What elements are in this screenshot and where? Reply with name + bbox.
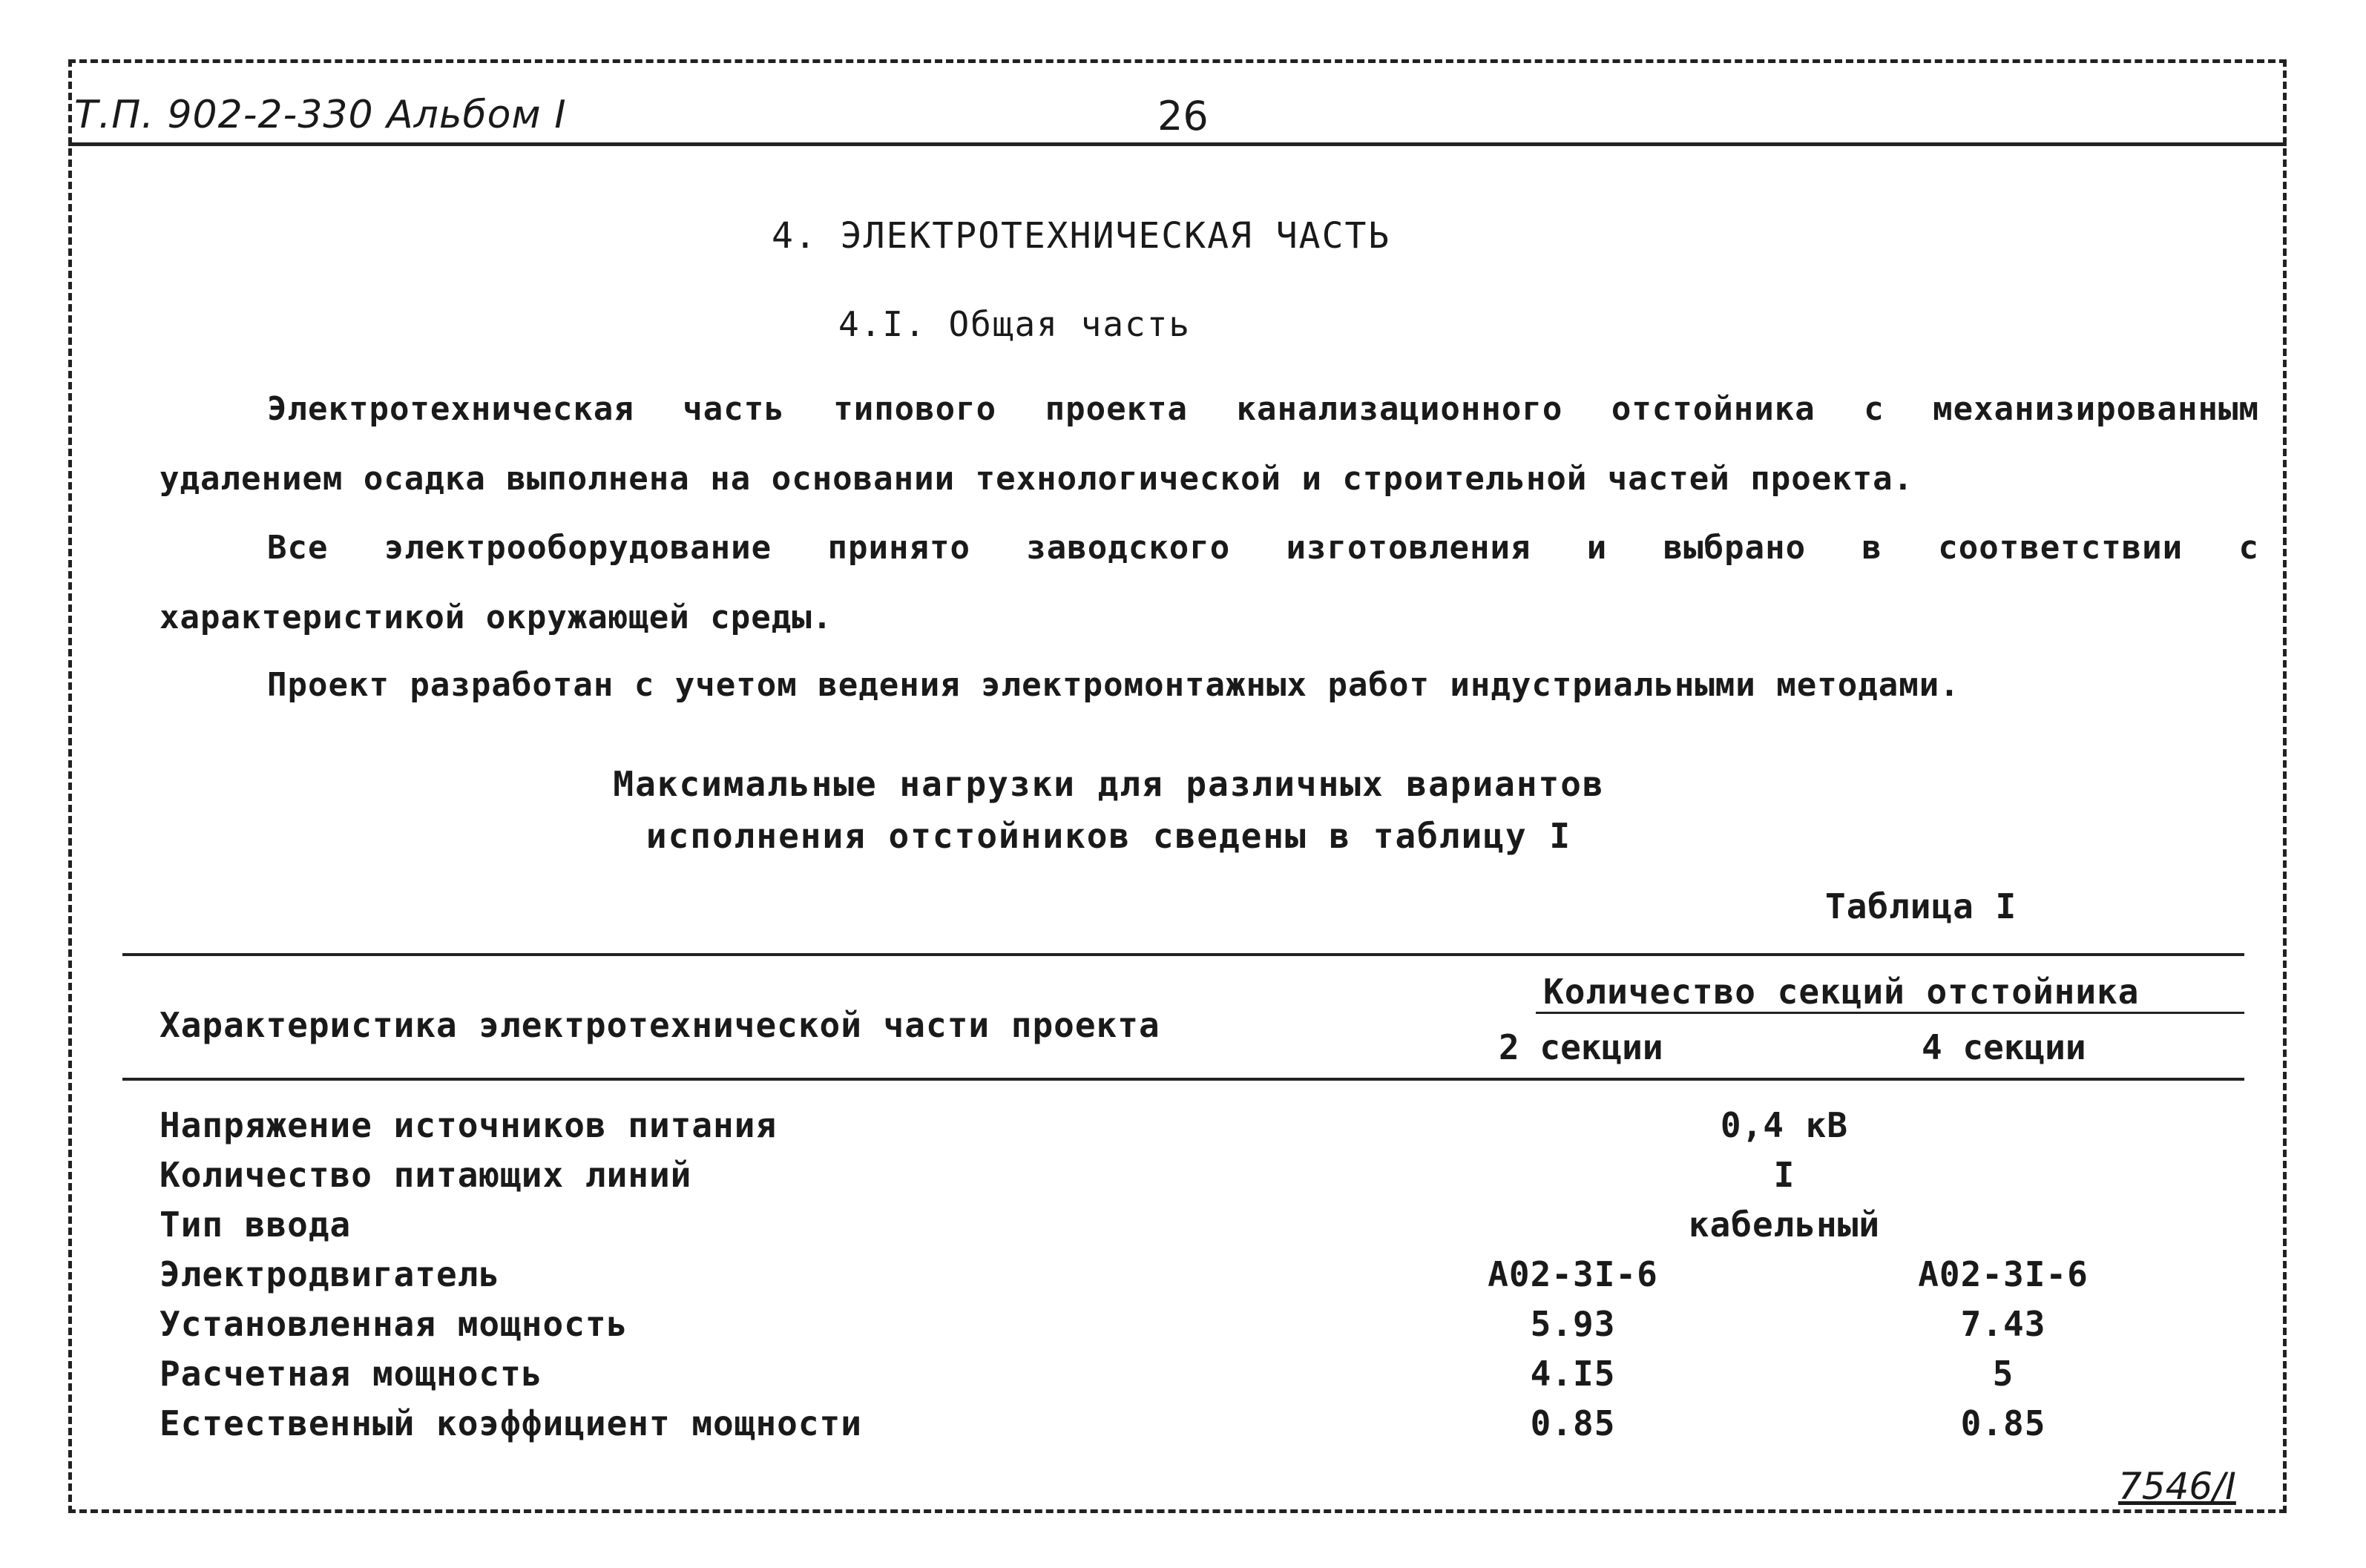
table-header-rule xyxy=(122,1078,2244,1081)
document-reference: Т.П. 902-2-330 Альбом I xyxy=(74,93,567,137)
table-subheader-4-sections: 4 секции xyxy=(1922,1027,2086,1067)
page-number: 26 xyxy=(1157,93,1209,139)
table-row xyxy=(160,1304,2237,1354)
header-divider xyxy=(68,142,2287,146)
section-title: 4. ЭЛЕКТРОТЕХНИЧЕСКАЯ ЧАСТЬ xyxy=(772,215,1391,257)
table-row xyxy=(160,1354,2237,1403)
table-row xyxy=(160,1155,2237,1205)
document-code: 7546/I xyxy=(2118,1465,2236,1508)
row-label: Количество питающих линий xyxy=(160,1155,692,1195)
table-row xyxy=(160,1105,2237,1155)
row-value-shared: 0,4 кВ xyxy=(1720,1105,1849,1145)
row-label: Напряжение источников питания xyxy=(160,1105,778,1145)
row-label: Установленная мощность xyxy=(160,1304,628,1344)
row-value-2-sections: А02-3I-6 xyxy=(1488,1254,1658,1294)
table-subheader-2-sections: 2 секции xyxy=(1499,1027,1663,1067)
row-value-2-sections: 4.I5 xyxy=(1530,1354,1616,1394)
row-value-4-sections: 7.43 xyxy=(1960,1304,2046,1344)
table-group-header: Количество секций отстойника xyxy=(1543,972,2140,1012)
row-label: Естественный коэффициент мощности xyxy=(160,1403,862,1443)
row-value-shared: I xyxy=(1773,1155,1795,1195)
paragraph-2: Все электрооборудование принято заводского изготовления и выбрано в соответствии с характеристикой окружающей среды. xyxy=(160,529,2259,636)
table-caption-line-1: Максимальные нагрузки для различных вариантов xyxy=(613,764,1605,804)
row-value-2-sections: 5.93 xyxy=(1530,1304,1616,1344)
table-body xyxy=(160,1105,2237,1453)
row-label: Тип ввода xyxy=(160,1205,352,1245)
subsection-title: 4.I. Общая часть xyxy=(838,304,1192,344)
row-value-shared: кабельный xyxy=(1688,1205,1881,1245)
paragraph-1: Электротехническая часть типового проекта канализационного отстойника с механизированным удалением осадка выполнена на основании технологической и строительной частей проекта. xyxy=(160,390,2259,498)
table-caption-line-2: исполнения отстойников сведены в таблицу I xyxy=(645,816,1572,856)
table-top-rule xyxy=(122,953,2244,956)
row-value-4-sections: 0.85 xyxy=(1960,1403,2046,1443)
table-row xyxy=(160,1205,2237,1254)
row-value-4-sections: А02-3I-6 xyxy=(1918,1254,2089,1294)
table-column-header: Характеристика электротехнической части проекта xyxy=(160,1005,1160,1045)
paragraph-3: Проект разработан с учетом ведения электромонтажных работ индустриальными методами. xyxy=(267,666,1960,704)
row-label: Расчетная мощность xyxy=(160,1354,543,1394)
table-row xyxy=(160,1254,2237,1304)
row-value-4-sections: 5 xyxy=(1992,1354,2014,1394)
table-label: Таблица I xyxy=(1825,886,2017,926)
row-label: Электродвигатель xyxy=(160,1254,501,1294)
row-value-2-sections: 0.85 xyxy=(1530,1403,1616,1443)
table-group-underline xyxy=(1536,1012,2244,1014)
table-row xyxy=(160,1403,2237,1453)
